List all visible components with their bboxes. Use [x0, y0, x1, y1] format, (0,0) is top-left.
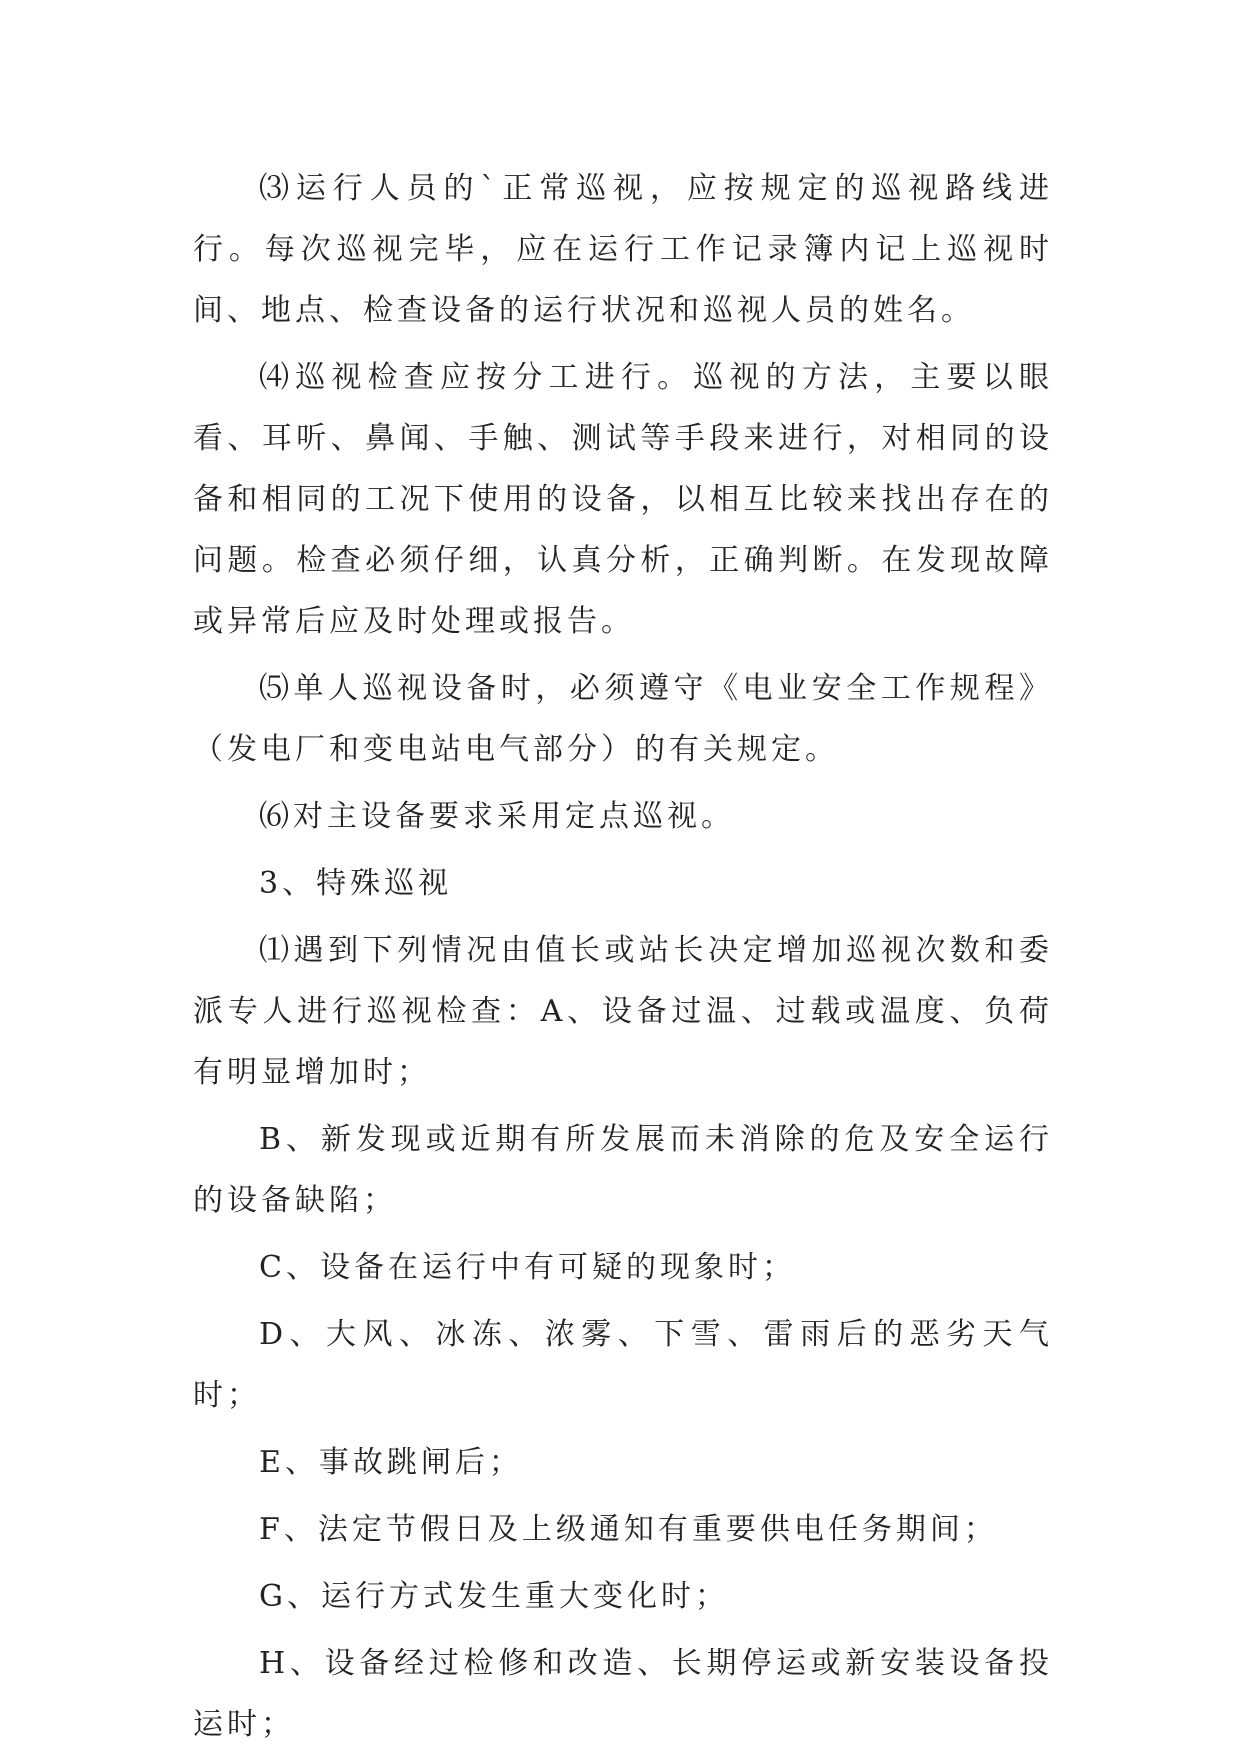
list-item-g: G、运行方式发生重大变化时；: [259, 1579, 729, 1614]
paragraph-single-person-patrol: ⑸单人巡视设备时，必须遵守《电业安全工作规程》（发电厂和变电站电气部分）的有关规定。: [193, 671, 1053, 767]
paragraph-increase-patrol-conditions: ⑴遇到下列情况由值长或站长决定增加巡视次数和委派专人进行巡视检查：A、设备过温、过载或温度、负荷有明显增加时；: [193, 933, 1053, 1090]
list-item-e: E、事故跳闸后；: [259, 1445, 523, 1480]
list-item-c: C、设备在运行中有可疑的现象时；: [259, 1250, 796, 1285]
document-body: [193, 158, 1053, 1761]
list-item-b: B、新发现或近期有所发展而未消除的危及安全运行的设备缺陷；: [193, 1122, 1053, 1218]
list-item-d: D、大风、冰冻、浓雾、下雪、雷雨后的恶劣天气时；: [193, 1317, 1053, 1413]
paragraph-routine-patrol-route: ⑶运行人员的`正常巡视，应按规定的巡视路线进行。每次巡视完毕，应在运行工作记录簿内记上巡视时间、地点、检查设备的运行状况和巡视人员的姓名。: [193, 171, 1053, 328]
paragraph-patrol-method: ⑷巡视检查应按分工进行。巡视的方法，主要以眼看、耳听、鼻闻、手触、测试等手段来进行，对相同的设备和相同的工况下使用的设备，以相互比较来找出存在的问题。检查必须仔细，认真分析，正确判断。在发现故障或异常后应及时处理或报告。: [193, 360, 1053, 639]
paragraph-fixed-point-patrol: ⑹对主设备要求采用定点巡视。: [259, 799, 735, 834]
list-item-f: F、法定节假日及上级通知有重要供电任务期间；: [259, 1512, 998, 1547]
section-heading-special-patrol: 3、特殊巡视: [259, 866, 453, 901]
list-item-h: H、设备经过检修和改造、长期停运或新安装设备投运时；: [193, 1646, 1053, 1742]
